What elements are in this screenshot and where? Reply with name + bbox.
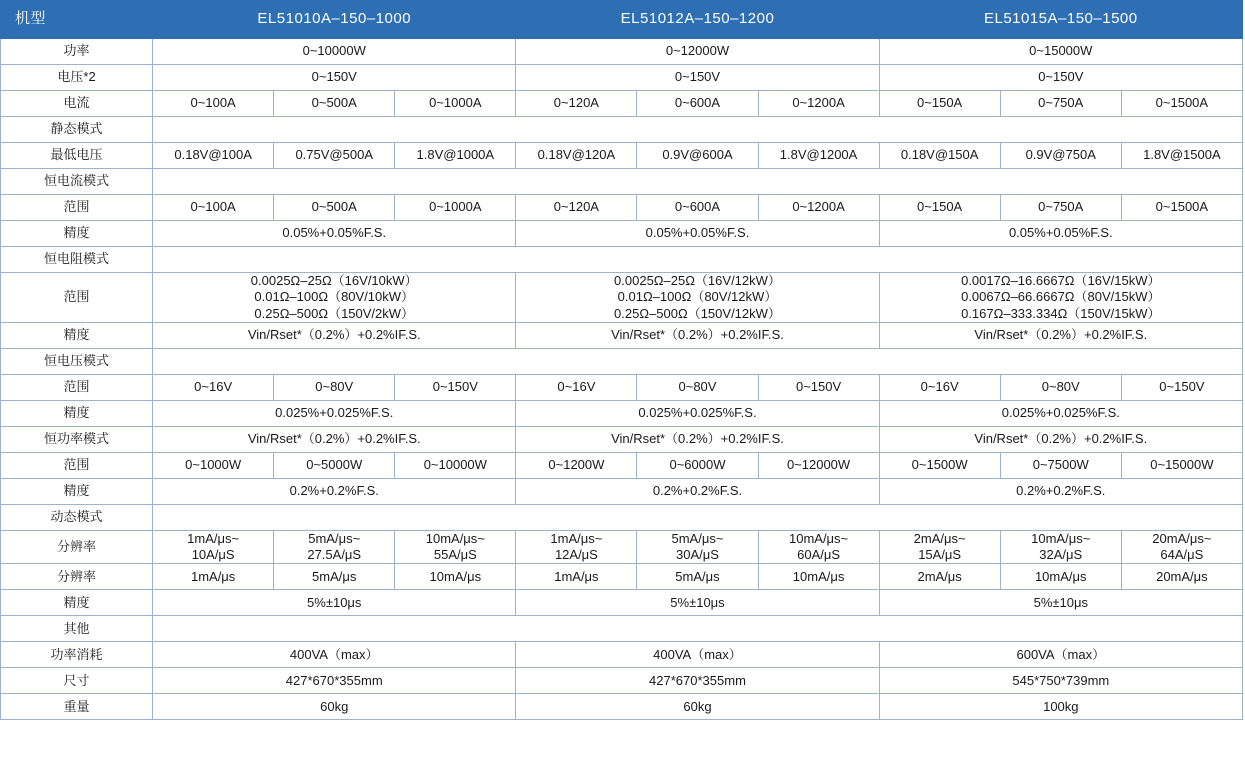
cell-line: 55A/μS bbox=[433, 547, 477, 562]
section-spacer bbox=[153, 348, 1243, 374]
cell-group-2 bbox=[516, 273, 879, 323]
cell-9: 0~150V bbox=[1121, 374, 1242, 400]
cell-3: 0~1000A bbox=[395, 91, 516, 117]
cell-group-3: 0~150V bbox=[879, 65, 1242, 91]
cell-line: 0.0025Ω–25Ω（16V/12kW） bbox=[614, 273, 781, 288]
row-label: 电压*2 bbox=[1, 65, 153, 91]
cell-2: 0.75V@500A bbox=[274, 143, 395, 169]
cell-1: 0~1000W bbox=[153, 452, 274, 478]
table-row bbox=[1, 143, 1243, 169]
cell-5: 0~6000W bbox=[637, 452, 758, 478]
cell-group-2: Vin/Rset*（0.2%）+0.2%IF.S. bbox=[516, 322, 879, 348]
table-body bbox=[1, 39, 1243, 720]
table-row bbox=[1, 452, 1243, 478]
cell-1: 1mA/μs bbox=[153, 564, 274, 590]
cell-line: 20mA/μs~ bbox=[1152, 530, 1212, 546]
table-row bbox=[1, 642, 1243, 668]
cell-2: 0~500A bbox=[274, 195, 395, 221]
cell-group-2: 0~12000W bbox=[516, 39, 879, 65]
row-label: 精度 bbox=[1, 322, 153, 348]
cell-2: 5mA/μs bbox=[274, 564, 395, 590]
cell-group-2: 427*670*355mm bbox=[516, 668, 879, 694]
section-spacer bbox=[153, 169, 1243, 195]
cell-8 bbox=[1000, 530, 1121, 564]
row-label: 范围 bbox=[1, 273, 153, 323]
cell-group-3: 0.2%+0.2%F.S. bbox=[879, 478, 1242, 504]
cell-4: 0~120A bbox=[516, 91, 637, 117]
cell-1: 0~100A bbox=[153, 195, 274, 221]
cell-group-3: Vin/Rset*（0.2%）+0.2%IF.S. bbox=[879, 426, 1242, 452]
cell-8: 0.9V@750A bbox=[1000, 143, 1121, 169]
cell-6: 10mA/μs bbox=[758, 564, 879, 590]
row-label: 电流 bbox=[1, 91, 153, 117]
section-spacer bbox=[153, 616, 1243, 642]
cell-7: 0~1500W bbox=[879, 452, 1000, 478]
cell-9 bbox=[1121, 530, 1242, 564]
cell-7 bbox=[879, 530, 1000, 564]
cell-6: 0~1200A bbox=[758, 91, 879, 117]
cell-4: 0~120A bbox=[516, 195, 637, 221]
cell-line: 5mA/μs~ bbox=[308, 530, 361, 546]
cell-group-3: 5%±10μs bbox=[879, 590, 1242, 616]
cell-5: 0.9V@600A bbox=[637, 143, 758, 169]
table-row bbox=[1, 564, 1243, 590]
cell-4: 0.18V@120A bbox=[516, 143, 637, 169]
cell-1: 0.18V@100A bbox=[153, 143, 274, 169]
cell-6: 1.8V@1200A bbox=[758, 143, 879, 169]
row-label: 范围 bbox=[1, 452, 153, 478]
cell-4 bbox=[516, 530, 637, 564]
cell-line: 0.25Ω–500Ω（150V/12kW） bbox=[614, 305, 781, 321]
row-label: 静态模式 bbox=[1, 117, 153, 143]
cell-group-2: 0.2%+0.2%F.S. bbox=[516, 478, 879, 504]
cell-9: 0~1500A bbox=[1121, 195, 1242, 221]
table-row bbox=[1, 247, 1243, 273]
cell-line: 0.0067Ω–66.6667Ω（80V/15kW） bbox=[961, 289, 1161, 305]
row-label: 精度 bbox=[1, 400, 153, 426]
cell-line: 0.0025Ω–25Ω（16V/10kW） bbox=[250, 273, 418, 288]
table-row bbox=[1, 117, 1243, 143]
cell-line: 5mA/μs~ bbox=[671, 530, 724, 546]
cell-4: 0~16V bbox=[516, 374, 637, 400]
table-row bbox=[1, 668, 1243, 694]
cell-8: 0~7500W bbox=[1000, 452, 1121, 478]
row-label: 范围 bbox=[1, 195, 153, 221]
section-spacer bbox=[153, 247, 1243, 273]
cell-line: 15A/μS bbox=[918, 547, 962, 562]
cell-8: 0~750A bbox=[1000, 91, 1121, 117]
cell-5: 5mA/μs bbox=[637, 564, 758, 590]
cell-6: 0~1200A bbox=[758, 195, 879, 221]
cell-line: 2mA/μs~ bbox=[913, 530, 966, 546]
cell-group-2: Vin/Rset*（0.2%）+0.2%IF.S. bbox=[516, 426, 879, 452]
table-row bbox=[1, 400, 1243, 426]
cell-group-1: 0~10000W bbox=[153, 39, 516, 65]
table-row bbox=[1, 65, 1243, 91]
cell-9: 0~15000W bbox=[1121, 452, 1242, 478]
cell-group-3 bbox=[879, 273, 1242, 323]
cell-9: 20mA/μs bbox=[1121, 564, 1242, 590]
cell-line: 1mA/μs~ bbox=[187, 530, 240, 546]
cell-3: 0~10000W bbox=[395, 452, 516, 478]
table-row bbox=[1, 694, 1243, 720]
cell-group-1: 427*670*355mm bbox=[153, 668, 516, 694]
table-row bbox=[1, 273, 1243, 323]
cell-8: 0~80V bbox=[1000, 374, 1121, 400]
cell-6: 0~12000W bbox=[758, 452, 879, 478]
row-label: 最低电压 bbox=[1, 143, 153, 169]
cell-2: 0~80V bbox=[274, 374, 395, 400]
cell-group-1: 60kg bbox=[153, 694, 516, 720]
cell-4: 1mA/μs bbox=[516, 564, 637, 590]
cell-7: 0~150A bbox=[879, 91, 1000, 117]
cell-2 bbox=[274, 530, 395, 564]
cell-group-3: Vin/Rset*（0.2%）+0.2%IF.S. bbox=[879, 322, 1242, 348]
row-label: 动态模式 bbox=[1, 504, 153, 530]
cell-5 bbox=[637, 530, 758, 564]
cell-group-3: 0.025%+0.025%F.S. bbox=[879, 400, 1242, 426]
cell-3: 1.8V@1000A bbox=[395, 143, 516, 169]
cell-1 bbox=[153, 530, 274, 564]
cell-line: 0.25Ω–500Ω（150V/2kW） bbox=[254, 305, 415, 321]
cell-group-2: 0~150V bbox=[516, 65, 879, 91]
cell-group-1: 0.2%+0.2%F.S. bbox=[153, 478, 516, 504]
cell-group-3: 100kg bbox=[879, 694, 1242, 720]
table-header-row bbox=[1, 1, 1243, 39]
cell-1: 0~16V bbox=[153, 374, 274, 400]
cell-8: 10mA/μs bbox=[1000, 564, 1121, 590]
cell-9: 1.8V@1500A bbox=[1121, 143, 1242, 169]
cell-5: 0~600A bbox=[637, 91, 758, 117]
row-label: 恒电流模式 bbox=[1, 169, 153, 195]
cell-line: 0.0017Ω–16.6667Ω（16V/15kW） bbox=[961, 273, 1161, 288]
cell-group-3: 0.05%+0.05%F.S. bbox=[879, 221, 1242, 247]
table-row bbox=[1, 616, 1243, 642]
cell-5: 0~600A bbox=[637, 195, 758, 221]
cell-9: 0~1500A bbox=[1121, 91, 1242, 117]
cell-7: 2mA/μs bbox=[879, 564, 1000, 590]
table-row bbox=[1, 39, 1243, 65]
cell-group-1 bbox=[153, 273, 516, 323]
row-label: 恒电压模式 bbox=[1, 348, 153, 374]
row-label: 恒功率模式 bbox=[1, 426, 153, 452]
cell-group-3: 600VA（max） bbox=[879, 642, 1242, 668]
cell-3: 0~150V bbox=[395, 374, 516, 400]
row-label: 尺寸 bbox=[1, 668, 153, 694]
cell-line: 60A/μS bbox=[797, 547, 841, 562]
cell-group-3: 545*750*739mm bbox=[879, 668, 1242, 694]
cell-line: 12A/μS bbox=[554, 547, 598, 562]
row-label: 其他 bbox=[1, 616, 153, 642]
row-label: 分辨率 bbox=[1, 564, 153, 590]
row-label: 重量 bbox=[1, 694, 153, 720]
cell-4: 0~1200W bbox=[516, 452, 637, 478]
cell-line: 10mA/μs~ bbox=[788, 530, 849, 546]
row-label: 功率消耗 bbox=[1, 642, 153, 668]
table-row bbox=[1, 590, 1243, 616]
section-spacer bbox=[153, 504, 1243, 530]
table-row bbox=[1, 221, 1243, 247]
cell-group-1: Vin/Rset*（0.2%）+0.2%IF.S. bbox=[153, 322, 516, 348]
cell-8: 0~750A bbox=[1000, 195, 1121, 221]
row-label: 精度 bbox=[1, 221, 153, 247]
cell-2: 0~5000W bbox=[274, 452, 395, 478]
header-model-1: EL51010A–150–1000 bbox=[153, 1, 516, 39]
cell-group-2: 60kg bbox=[516, 694, 879, 720]
cell-3 bbox=[395, 530, 516, 564]
cell-3: 0~1000A bbox=[395, 195, 516, 221]
cell-line: 10mA/μs~ bbox=[1031, 530, 1091, 546]
cell-line: 10mA/μs~ bbox=[425, 530, 485, 546]
row-label: 精度 bbox=[1, 590, 153, 616]
table-row bbox=[1, 478, 1243, 504]
cell-group-2: 5%±10μs bbox=[516, 590, 879, 616]
cell-2: 0~500A bbox=[274, 91, 395, 117]
cell-group-1: 0~150V bbox=[153, 65, 516, 91]
table-row bbox=[1, 169, 1243, 195]
cell-line: 32A/μS bbox=[1039, 547, 1083, 562]
cell-line: 30A/μS bbox=[676, 547, 719, 562]
cell-line: 1mA/μs~ bbox=[550, 530, 603, 546]
table-row bbox=[1, 374, 1243, 400]
row-label: 分辨率 bbox=[1, 530, 153, 564]
cell-7: 0.18V@150A bbox=[879, 143, 1000, 169]
cell-group-1: Vin/Rset*（0.2%）+0.2%IF.S. bbox=[153, 426, 516, 452]
table-row bbox=[1, 322, 1243, 348]
row-label: 范围 bbox=[1, 374, 153, 400]
cell-group-1: 400VA（max） bbox=[153, 642, 516, 668]
table-row bbox=[1, 504, 1243, 530]
cell-line: 0.01Ω–100Ω（80V/10kW） bbox=[254, 289, 415, 305]
cell-group-2: 0.025%+0.025%F.S. bbox=[516, 400, 879, 426]
cell-line: 27.5A/μS bbox=[307, 547, 362, 562]
cell-7: 0~150A bbox=[879, 195, 1000, 221]
cell-1: 0~100A bbox=[153, 91, 274, 117]
cell-group-3: 0~15000W bbox=[879, 39, 1242, 65]
cell-group-2: 400VA（max） bbox=[516, 642, 879, 668]
table-row bbox=[1, 91, 1243, 117]
table-row bbox=[1, 426, 1243, 452]
cell-line: 0.167Ω–333.334Ω（150V/15kW） bbox=[961, 305, 1161, 321]
table-row bbox=[1, 530, 1243, 564]
cell-line: 10A/μS bbox=[191, 547, 235, 562]
cell-7: 0~16V bbox=[879, 374, 1000, 400]
cell-group-1: 0.025%+0.025%F.S. bbox=[153, 400, 516, 426]
cell-6 bbox=[758, 530, 879, 564]
cell-6: 0~150V bbox=[758, 374, 879, 400]
header-model-3: EL51015A–150–1500 bbox=[879, 1, 1242, 39]
row-label: 精度 bbox=[1, 478, 153, 504]
row-label: 功率 bbox=[1, 39, 153, 65]
cell-line: 0.01Ω–100Ω（80V/12kW） bbox=[617, 289, 778, 305]
row-label: 恒电阻模式 bbox=[1, 247, 153, 273]
table-row bbox=[1, 348, 1243, 374]
header-model-label: 机型 bbox=[1, 1, 153, 39]
cell-line: 64A/μS bbox=[1160, 547, 1204, 562]
cell-5: 0~80V bbox=[637, 374, 758, 400]
cell-group-1: 0.05%+0.05%F.S. bbox=[153, 221, 516, 247]
section-spacer bbox=[153, 117, 1243, 143]
cell-group-1: 5%±10μs bbox=[153, 590, 516, 616]
header-model-2: EL51012A–150–1200 bbox=[516, 1, 879, 39]
cell-group-2: 0.05%+0.05%F.S. bbox=[516, 221, 879, 247]
cell-3: 10mA/μs bbox=[395, 564, 516, 590]
table-row bbox=[1, 195, 1243, 221]
